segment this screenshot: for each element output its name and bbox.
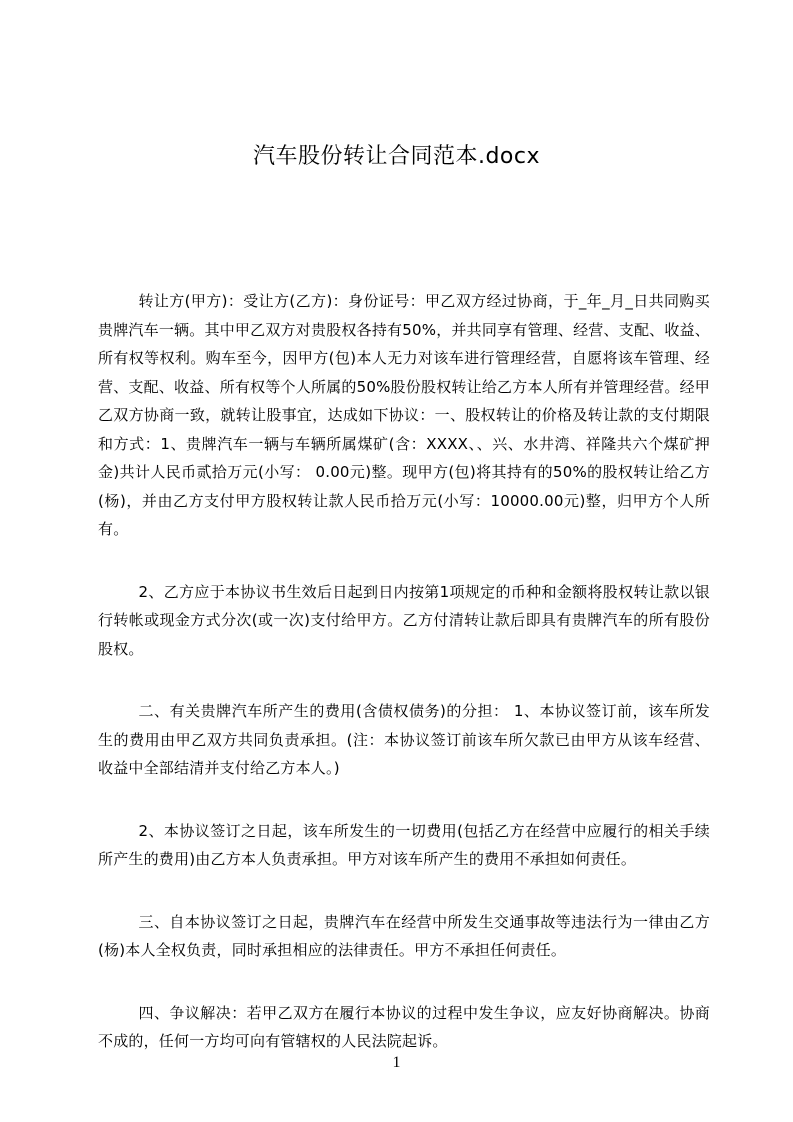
paragraph-gap [98, 663, 710, 697]
page-number: 1 [392, 1054, 401, 1071]
paragraph-gap [98, 783, 710, 817]
paragraph-liability: 三、自本协议签订之日起，贵牌汽车在经营中所发生交通事故等违法行为一律由乙方(杨)本人全权负责，同时承担相应的法律责任。甲方不承担任何责任。 [98, 912, 710, 959]
paragraph-payment: 2、乙方应于本协议书生效后日起到日内按第1项规定的币种和金额将股权转让款以银行转帐或现金方式分次(或一次)支付给甲方。乙方付清转让款后即具有贵牌汽车的所有股份股权。 [98, 582, 710, 658]
paragraph-dispute: 四、争议解决：若甲乙双方在履行本协议的过程中发生争议，应友好协商解决。协商不成的，任何一方均可向有管辖权的人民法院起诉。 [98, 1003, 710, 1050]
document-body [98, 287, 710, 1056]
paragraph-cost-sharing: 二、有关贵牌汽车所产生的费用(含债权债务)的分担： 1、本协议签订前，该车所发生的费用由甲乙双方共同负责承担。(注：本协议签订前该车所欠款已由甲方从该车经营、收益中全部结清并支付给乙方本人。) [98, 702, 710, 777]
document-title: 汽车股份转让合同范本.docx [252, 144, 541, 169]
paragraph-gap [98, 874, 710, 908]
paragraph-gap [98, 965, 710, 999]
paragraph-gap [98, 544, 710, 578]
paragraph-transfer-terms: 转让方(甲方)：受让方(乙方)：身份证号：甲乙双方经过协商，于_年_月_日共同购买贵牌汽车一辆。其中甲乙双方对贵股权各持有50%，并共同享有管理、经营、支配、收益、所有权等权利。购车至今，因甲方(包)本人无力对该车进行管理经营，自愿将该车管理、经营、支配、收益、所有权等个人所属的50%股份股权转让给乙方本人所有并管理经营。经甲乙双方协商一致，就转让股事宜，达成如下协议：一、股权转让的价格及转让款的支付期限和方式：1、贵牌汽车一辆与车辆所属煤矿(含：XXXX、、兴、水井湾、祥隆共六个煤矿押金)共计人民币贰拾万元(小写： 0.00元)整。现甲方(包)将其持有的50%的股权转让给乙方(杨)，并由乙方支付甲方股权转让款人民币拾万元(小写：10000.00元)整，归甲方个人所有。 [98, 292, 710, 538]
paragraph-cost-after-signing: 2、本协议签订之日起，该车所发生的一切费用(包括乙方在经营中应履行的相关手续所产生的费用)由乙方本人负责承担。甲方对该车所产生的费用不承担如何责任。 [98, 821, 710, 868]
